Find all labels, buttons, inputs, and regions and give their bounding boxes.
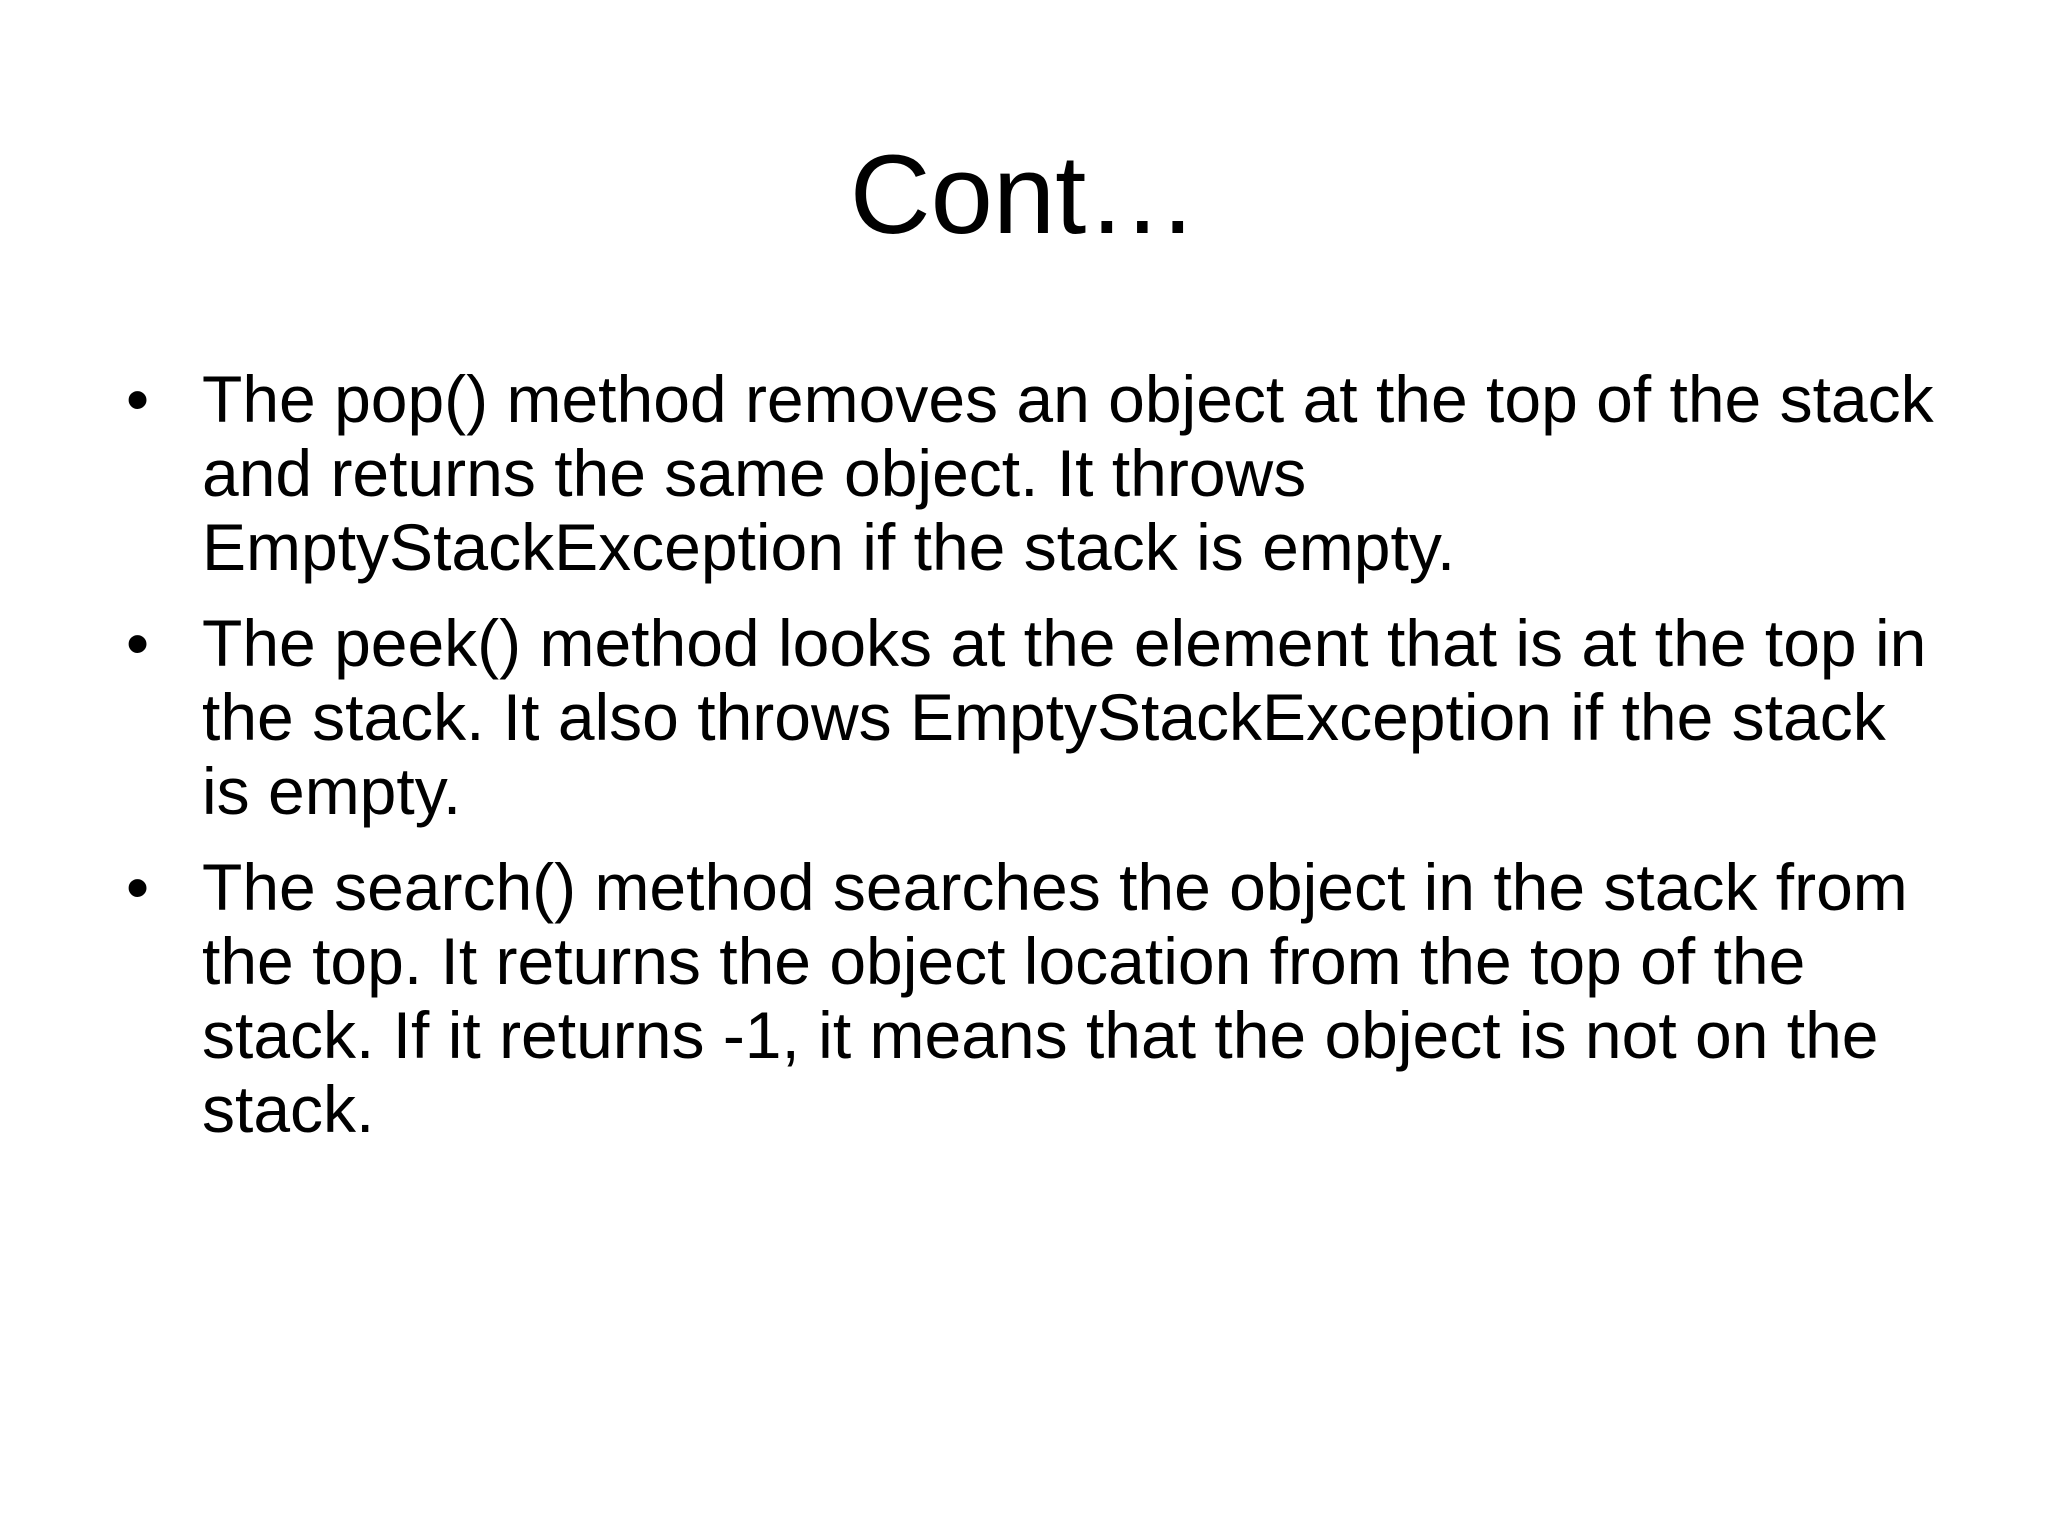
bullet-item-peek	[120, 606, 1940, 828]
bullet-item-search	[120, 850, 1940, 1146]
bullet-text: The peek() method looks at the element that is at the top in the stack. It also throws EmptyStackException if the stack is empty.	[202, 606, 1927, 828]
bullet-text: The search() method searches the object in the stack from the top. It returns the object location from the top of the stack. If it returns -1, it means that the object is not on the stack.	[202, 850, 1908, 1146]
bullet-dot-icon: •	[126, 606, 150, 680]
bullet-dot-icon: •	[126, 362, 150, 436]
bullet-text: The pop() method removes an object at the top of the stack and returns the same object. It throws EmptyStackException if the stack is empty.	[202, 362, 1934, 584]
slide-title: Cont…	[849, 132, 1199, 257]
bullet-list	[120, 362, 1940, 1168]
bullet-item-pop	[120, 362, 1940, 584]
bullet-dot-icon: •	[126, 850, 150, 924]
